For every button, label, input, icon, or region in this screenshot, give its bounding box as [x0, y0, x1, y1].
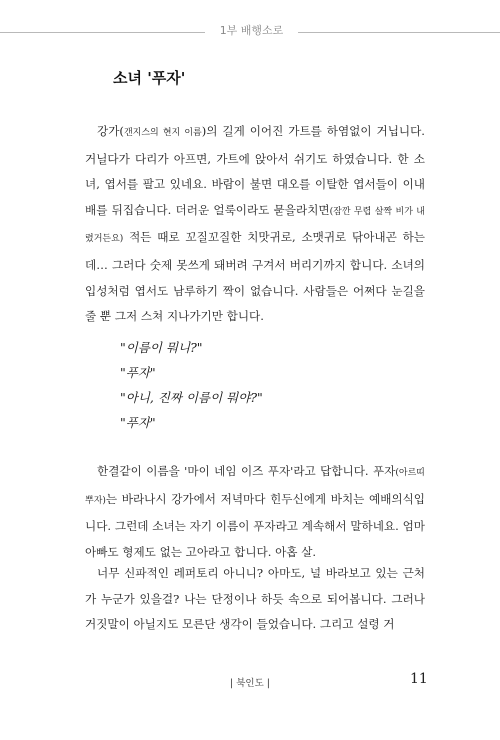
page-number: 11: [410, 671, 428, 687]
body-paragraph-2: [85, 459, 425, 565]
paragraph-text: )의 길게 이어진 가트를 하염없이 거닙니다. 거닐다가 다리가 아프면, 가트에 앉아서 쉬기도 하였습니다. 한 소녀, 엽서를 팔고 있네요. 바람이 불면 대오를 이탈한 엽서들이 이내 배를 뒤집습니다. 더러운 얼룩이라도 묻을라치면: [85, 124, 425, 217]
paragraph-text: 강가(: [97, 124, 124, 138]
paragraph-note: 갠지스의 현지 이름: [123, 128, 202, 138]
footer-publisher: | 북인도 |: [230, 678, 270, 689]
header-rule-right: [298, 32, 500, 33]
section-title: 소녀 '푸자': [113, 69, 186, 87]
body-paragraph-1: [85, 119, 425, 330]
page-footer: [0, 671, 500, 691]
paragraph-note: (아르띠 뿌자): [85, 468, 425, 506]
running-head: [0, 20, 500, 40]
paragraph-text: 는 바라나시 강가에서 저녁마다 힌두신에게 바치는 예배의식입니다. 그런데 소녀는 자기 이름이 푸자라고 계속해서 말하네요. 엄마 아빠도 형제도 없는 고아라고 합니다. 아홉 살.: [85, 491, 425, 559]
running-head-label: 1부 배행소로: [219, 24, 284, 37]
paragraph-text: 한결같이 이름을 '마이 네임 이즈 푸자'라고 답합니다. 푸자: [97, 464, 396, 478]
header-rule-left: [0, 32, 205, 33]
dialogue-line: "푸자": [120, 415, 156, 430]
body-paragraph-3: 너무 신파적인 레퍼토리 아니니? 아마도, 널 바라보고 있는 근처가 누군가 있을걸? 나는 단정이나 하듯 속으로 되어봅니다. 그러나 거짓말이 아닐지도 모른단 생각이 들었습니다. 그리고 설령 거: [85, 566, 425, 632]
dialogue-line: "아니, 진짜 이름이 뭐야?": [120, 390, 263, 405]
dialogue-line: "푸자": [120, 365, 156, 380]
paragraph-text: 적든 때로 꼬질꼬질한 치맛귀로, 소맷귀로 닦아내곤 하는데… 그러다 숫제 못쓰게 돼버려 구겨서 버리기까지 합니다. 소녀의 입성처럼 엽서도 남루하기 짝이 없습니다. 사람들은 어쩌다 눈길을 줄 뿐 그저 스쳐 지나가기만 합니다.: [85, 230, 425, 324]
dialogue-line: "이름이 뭐니?": [120, 340, 203, 355]
paragraph-note: (잠깐 무렵 살짝 비가 내렸거든요): [85, 206, 425, 245]
dialogue-block: [120, 335, 263, 435]
